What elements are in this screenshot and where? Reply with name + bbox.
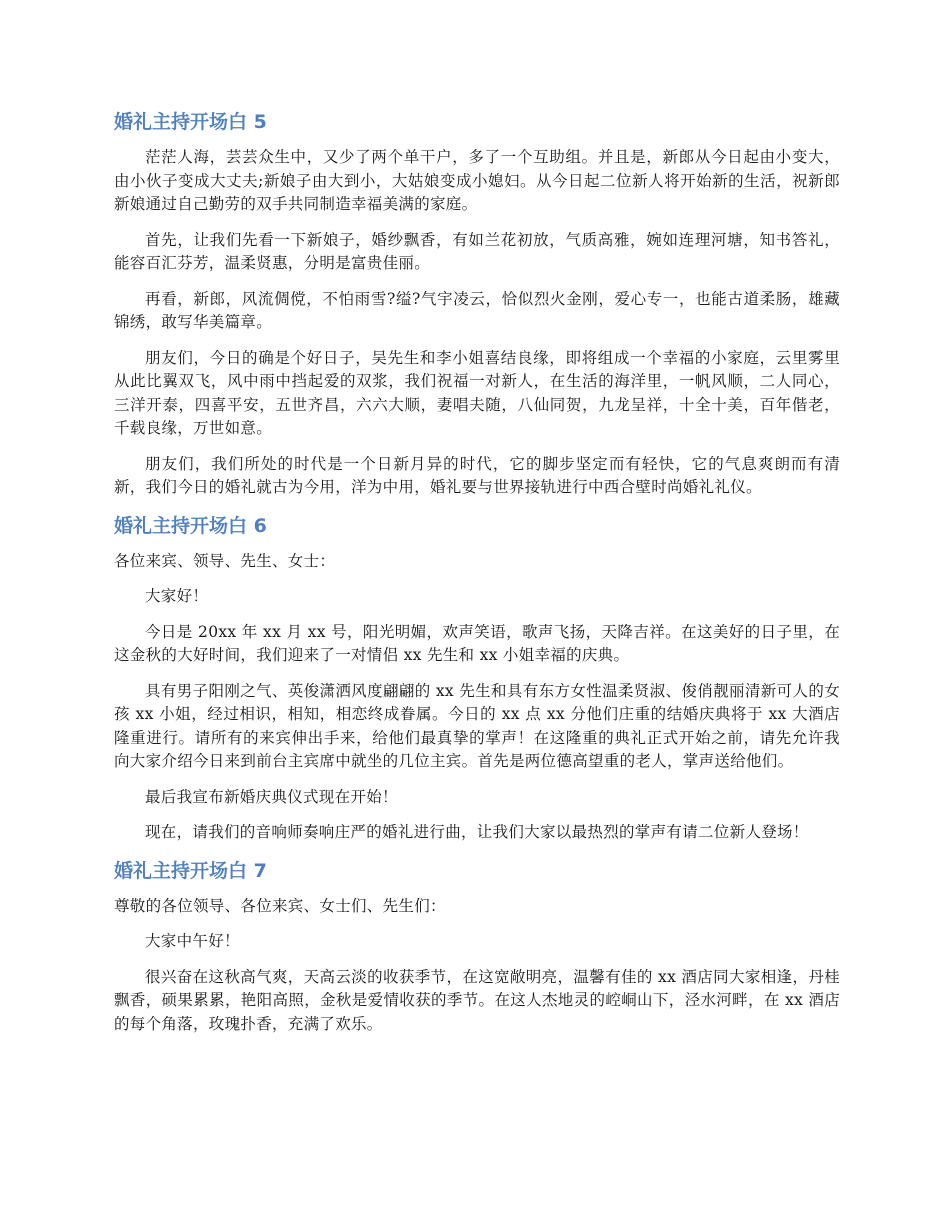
paragraph: 朋友们，今日的确是个好日子，吴先生和李小姐喜结良缘，即将组成一个幸福的小家庭，云里雾里从此比翼双飞，风中雨中挡起爱的双浆，我们祝福一对新人，在生活的海洋里，一帆风顺，二人同心，三洋开泰，四喜平安，五世齐昌，六六大顺，妻唱夫随，八仙同贺，九龙呈祥，十全十美，百年偕老，千载良缘，万世如意。: [114, 348, 840, 437]
greeting: 大家好！: [145, 587, 209, 605]
section-7: [114, 857, 840, 1037]
section-5: [114, 108, 840, 500]
salutation: 尊敬的各位领导、各位来宾、女士们、先生们：: [114, 896, 446, 915]
paragraph: 很兴奋在这秋高气爽，天高云淡的收获季节，在这宽敞明亮，温馨有佳的 xx 酒店同大家相逢，丹桂飘香，硕果累累，艳阳高照，金秋是爱情收获的季节。在这人杰地灵的崆峒山下，泾水河畔，在 xx 酒店的每个角落，玫瑰扑香，充满了欢乐。: [114, 967, 840, 1033]
paragraph: 朋友们，我们所处的时代是一个日新月异的时代，它的脚步坚定而有轻快，它的气息爽朗而有清新，我们今日的婚礼就古为今用，洋为中用，婚礼要与世界接轨进行中西合壁时尚婚礼礼仪。: [114, 454, 840, 496]
paragraph: 现在，请我们的音响师奏响庄严的婚礼进行曲，让我们大家以最热烈的掌声有请二位新人登场！: [145, 823, 809, 841]
section-heading: 婚礼主持开场白 6: [114, 514, 267, 537]
section-6: [114, 512, 840, 845]
paragraph: 再看，新郎，风流倜傥，不怕雨雪?缢?气宇凌云，恰似烈火金刚，爱心专一，也能古道柔肠，雄藏锦绣，敢写华美篇章。: [114, 289, 840, 331]
section-heading: 婚礼主持开场白 5: [114, 111, 267, 133]
paragraph: 最后我宣布新婚庆典仪式现在开始！: [145, 787, 398, 806]
salutation: 各位来宾、领导、先生、女士：: [114, 551, 336, 570]
paragraph: 首先，让我们先看一下新娘子，婚纱飘香，有如兰花初放，气质高雅，婉如连理河塘，知书答礼，能容百汇芬芳，温柔贤惠，分明是富贵佳丽。: [114, 230, 840, 272]
section-heading: 婚礼主持开场白 7: [114, 859, 267, 882]
greeting: 大家中午好！: [145, 932, 240, 950]
document-page: [114, 108, 840, 1048]
paragraph: 今日是 20xx 年 xx 月 xx 号，阳光明媚，欢声笑语，歌声飞扬，天降吉祥。在这美好的日子里，在这金秋的大好时间，我们迎来了一对情侣 xx 先生和 xx 小姐幸福的庆典。: [114, 622, 840, 664]
paragraph: 具有男子阳刚之气、英俊潇洒风度翩翩的 xx 先生和具有东方女性温柔贤淑、俊俏靓丽清新可人的女孩 xx 小姐，经过相识，相知，相恋终成眷属。今日的 xx 点 xx 分他们庄重的结婚庆典将于 xx 大酒店隆重进行。请所有的来宾伸出手来，给他们最真挚的掌声！在这隆重的典礼正式开始之前，请先允许我向大家介绍今日来到前台主宾席中就坐的几位主宾。首先是两位德高望重的老人，掌声送给他们。: [114, 681, 840, 770]
paragraph: 茫茫人海，芸芸众生中，又少了两个单干户，多了一个互助组。并且是，新郎从今日起由小变大，由小伙子变成大丈夫;新娘子由大到小，大姑娘变成小媳妇。从今日起二位新人将开始新的生活，祝新郎新娘通过自己勤劳的双手共同制造幸福美满的家庭。: [114, 148, 840, 213]
